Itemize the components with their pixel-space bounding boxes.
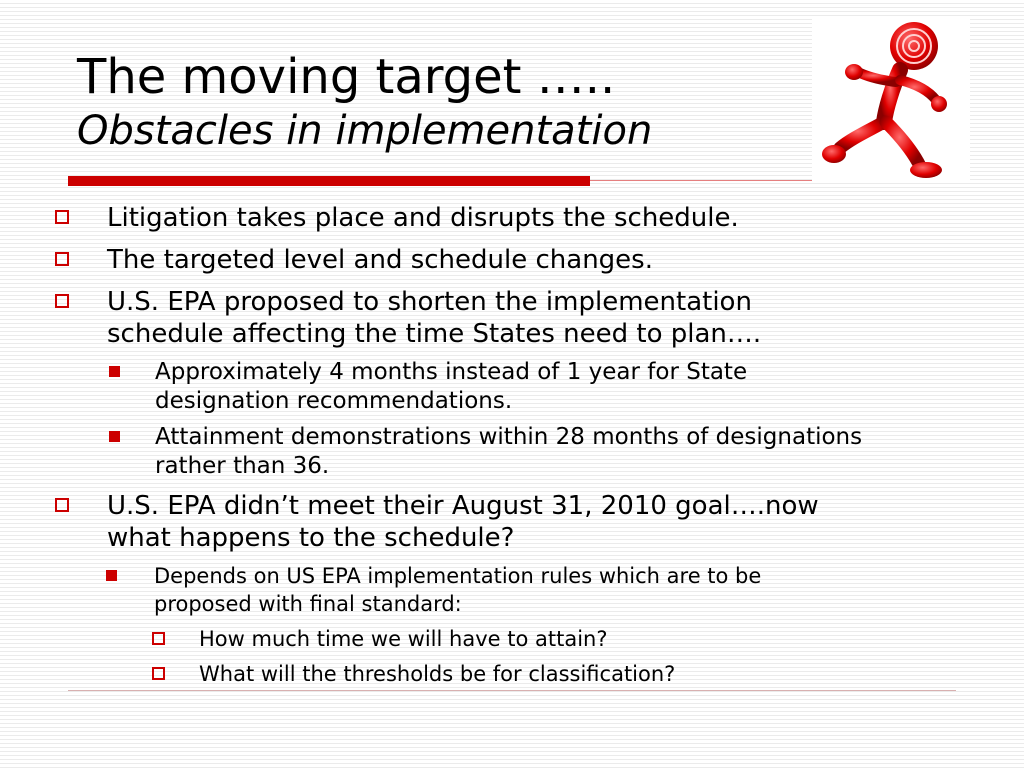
bullet-marker-hollow-square: [55, 294, 69, 308]
bullet-text-continuation: what happens to the schedule?: [107, 523, 515, 553]
title-underline-bar: [68, 176, 590, 186]
bullet-text: U.S. EPA didn’t meet their August 31, 2010 goal….now: [107, 491, 819, 521]
footer-rule: [68, 690, 956, 691]
sub-bullet-text: Attainment demonstrations within 28 months of designations: [155, 424, 863, 450]
bullet-marker-solid-square: [106, 570, 117, 581]
bullet-marker-hollow-square: [152, 667, 165, 680]
bullet-marker-hollow-square: [55, 498, 69, 512]
bullet-marker-hollow-square: [55, 252, 69, 266]
slide-title: The moving target …..: [77, 49, 616, 105]
bullet-marker-hollow-square: [55, 210, 69, 224]
sub-bullet-text: Depends on US EPA implementation rules which are to be: [154, 564, 762, 588]
sub-bullet-text-continuation: designation recommendations.: [155, 388, 513, 414]
slide-title-block: [77, 48, 652, 156]
bullet-text: Litigation takes place and disrupts the schedule.: [107, 203, 739, 233]
bullet-text: The targeted level and schedule changes.: [107, 245, 653, 275]
bullet-marker-solid-square: [109, 431, 120, 442]
slide-subtitle: Obstacles in implementation: [77, 108, 653, 154]
sub-bullet-text-continuation: rather than 36.: [155, 453, 330, 479]
sub-bullet-text-continuation: proposed with final standard:: [154, 592, 462, 616]
sub-sub-bullet-text: How much time we will have to attain?: [199, 627, 608, 651]
bullet-marker-hollow-square: [152, 632, 165, 645]
sub-bullet-text: Approximately 4 months instead of 1 year for State: [155, 359, 748, 385]
running-target-figure-icon: [812, 18, 970, 183]
bullet-marker-solid-square: [109, 366, 120, 377]
sub-sub-bullet-text: What will the thresholds be for classification?: [199, 662, 676, 686]
bullet-text-continuation: schedule affecting the time States need to plan….: [107, 319, 762, 349]
bullet-text: U.S. EPA proposed to shorten the implementation: [107, 287, 752, 317]
